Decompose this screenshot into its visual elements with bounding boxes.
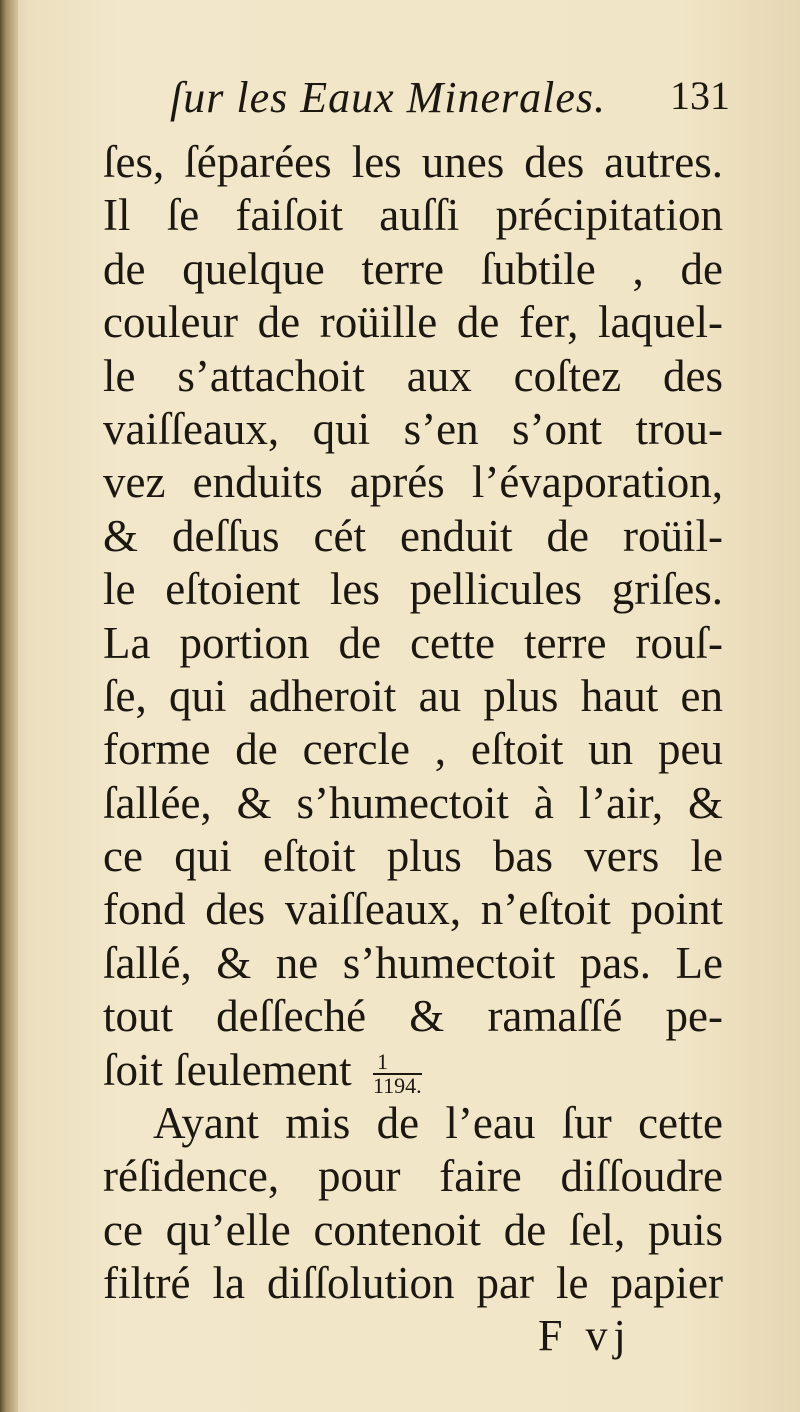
text-line: vaiſſeaux, qui s’en s’ont trou- (103, 403, 723, 454)
text-line: ce qui eſtoit plus bas vers le (103, 831, 723, 882)
text-line: de quelque terre ſubtile , de (103, 243, 723, 294)
text-line: couleur de roüille de fer, laquel- (103, 297, 723, 348)
text-line: & deſſus cét enduit de roüil- (103, 510, 723, 561)
text-line: le s’attachoit aux coſtez des (103, 350, 723, 401)
text-line: filtré la diſſolution par le papier (103, 1258, 723, 1309)
signature-mark: F vj (538, 1311, 632, 1360)
fraction (373, 1051, 422, 1097)
page-header (170, 72, 730, 132)
text-line: La portion de cette terre rouſ- (103, 617, 723, 668)
running-title: ſur les Eaux Minerales. (170, 73, 607, 122)
text-line: réſidence, pour faire diſſoudre (103, 1151, 723, 1202)
text-line: Ayant mis de l’eau ſur cette (153, 1098, 723, 1149)
text-line: Il ſe faiſoit auſſi précipitation (103, 190, 723, 241)
text-line: fond des vaiſſeaux, n’eſtoit point (103, 884, 723, 935)
text-line: le eſtoient les pellicules griſes. (103, 564, 723, 615)
text-line: ſallé, & ne s’humectoit pas. Le (103, 937, 723, 988)
text-line: ſes, ſéparées les unes des autres. (103, 137, 723, 187)
text-line: ſallée, & s’humectoit à l’air, & (103, 777, 723, 828)
text-line: tout deſſeché & ramaſſé pe- (103, 991, 723, 1042)
page-gutter (0, 0, 18, 1412)
fraction-line-text: ſoit ſeulement (103, 1044, 352, 1095)
text-line: ſe, qui adheroit au plus haut en (103, 670, 723, 721)
fraction-line (103, 1044, 723, 1097)
text-line: ce qu’elle contenoit de ſel, puis (103, 1204, 723, 1255)
fraction-numerator: 1 (373, 1051, 422, 1075)
text-line: forme de cercle , eſtoit un peu (103, 724, 723, 775)
fraction-denominator: 1194. (372, 1073, 422, 1099)
page-number: 131 (670, 73, 730, 118)
text-line: vez enduits aprés l’évaporation, (103, 457, 723, 508)
body-text (103, 136, 723, 1311)
